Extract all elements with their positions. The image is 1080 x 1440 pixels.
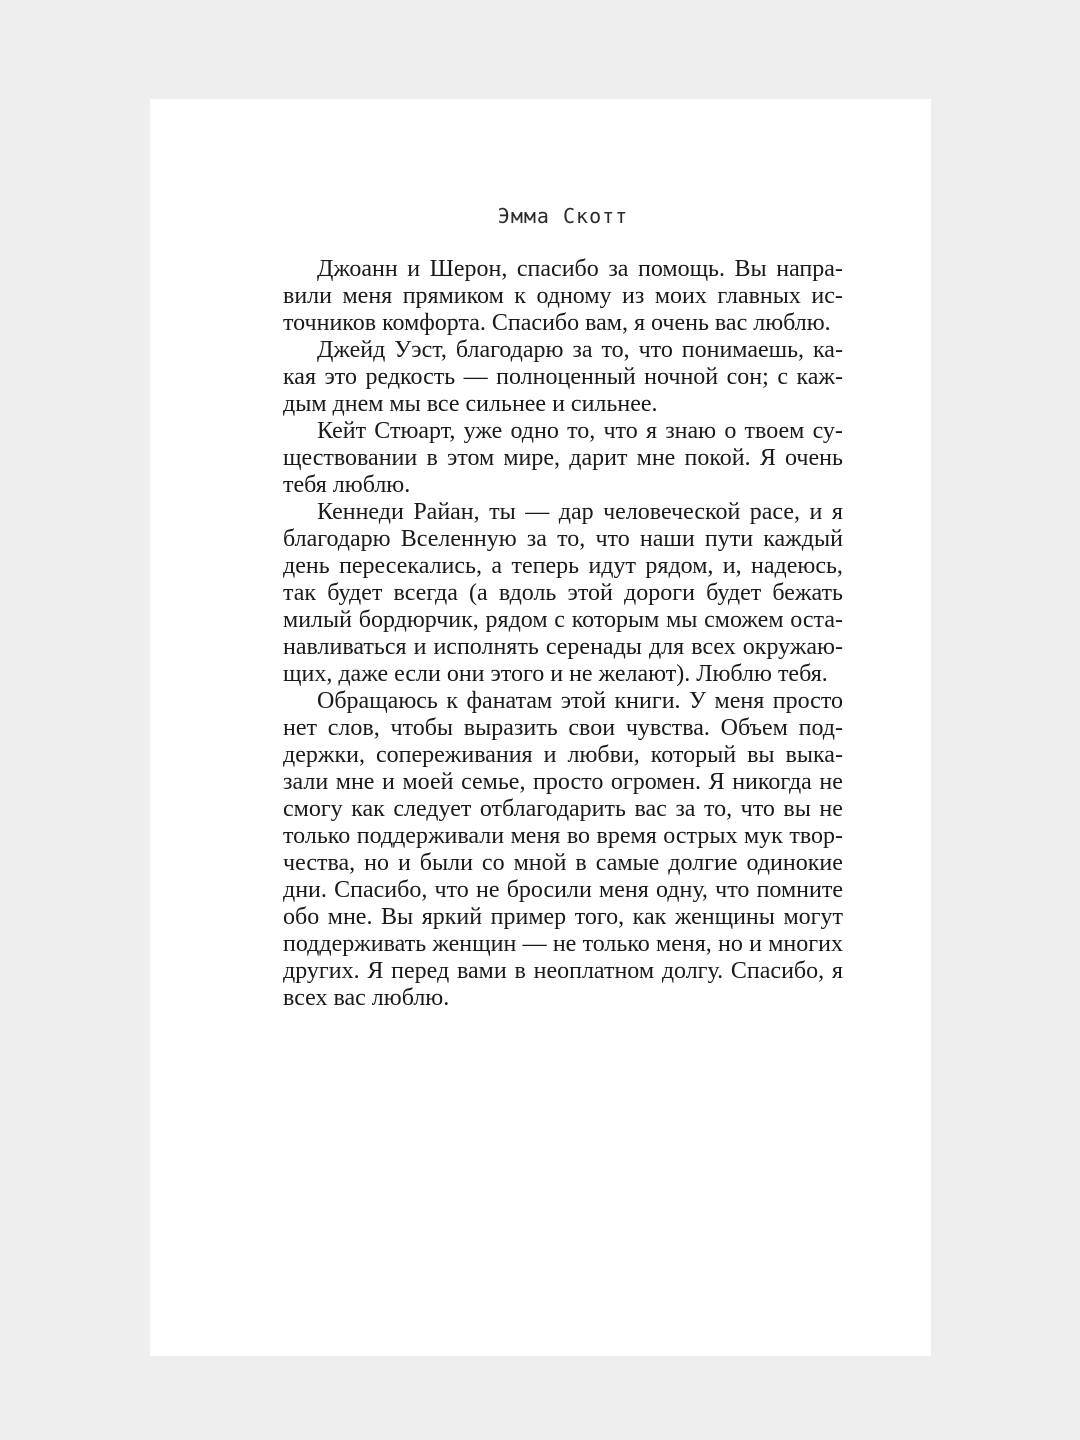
- text-line: поддерживать женщин — не только меня, но и многих: [283, 931, 843, 957]
- paragraph: [283, 499, 843, 688]
- text-line: чества, но и были со мной в самые долгие одинокие: [283, 850, 843, 876]
- text-line: Кеннеди Райан, ты — дар человеческой расе, и я: [317, 499, 843, 525]
- text-line: всех вас люблю.: [283, 985, 450, 1011]
- text-line: смогу как следует отблагодарить вас за то, что вы не: [283, 796, 843, 822]
- text-line: милый бордюрчик, рядом с которым мы сможем оста-: [283, 607, 843, 633]
- text-line: кая это редкость — полноценный ночной сон; с каж-: [283, 364, 843, 390]
- text-line: только поддерживали меня во время острых мук твор-: [283, 823, 843, 849]
- text-line: точников комфорта. Спасибо вам, я очень вас люблю.: [283, 310, 831, 336]
- text-line: держки, сопереживания и любви, который вы выка-: [283, 742, 843, 768]
- text-line: зали мне и моей семье, просто огромен. Я никогда не: [283, 769, 843, 795]
- paragraph: [283, 337, 843, 418]
- acknowledgments-text: [283, 256, 843, 1012]
- text-line: дым днем мы все сильнее и сильнее.: [283, 391, 658, 417]
- paragraph: [283, 688, 843, 1012]
- text-line: благодарю Вселенную за то, что наши пути каждый: [283, 526, 843, 552]
- text-line: вили меня прямиком к одному из моих главных ис-: [283, 283, 843, 309]
- text-line: Джейд Уэст, благодарю за то, что понимаешь, ка-: [317, 337, 843, 363]
- text-line: Обращаюсь к фанатам этой книги. У меня просто: [317, 688, 843, 714]
- text-line: других. Я перед вами в неоплатном долгу. Спасибо, я: [283, 958, 843, 984]
- paragraph: [283, 256, 843, 337]
- text-line: дни. Спасибо, что не бросили меня одну, что помните: [283, 877, 843, 903]
- book-page: [150, 99, 931, 1356]
- text-line: обо мне. Вы яркий пример того, как женщины могут: [283, 904, 843, 930]
- text-line: щих, даже если они этого и не желают). Люблю тебя.: [283, 661, 828, 687]
- text-line: ществовании в этом мире, дарит мне покой. Я очень: [283, 445, 843, 471]
- text-line: нет слов, чтобы выразить свои чувства. Объем под-: [283, 715, 843, 741]
- text-line: тебя люблю.: [283, 472, 411, 498]
- text-line: Джоанн и Шерон, спасибо за помощь. Вы напра-: [317, 256, 843, 282]
- paragraph: [283, 418, 843, 499]
- author-name-header: Эмма Скотт: [497, 204, 629, 228]
- text-line: день пересекались, а теперь идут рядом, и, надеюсь,: [283, 553, 843, 579]
- text-line: так будет всегда (а вдоль этой дороги будет бежать: [283, 580, 843, 606]
- text-line: навливаться и исполнять серенады для всех окружаю-: [283, 634, 843, 660]
- text-line: Кейт Стюарт, уже одно то, что я знаю о твоем су-: [317, 418, 843, 444]
